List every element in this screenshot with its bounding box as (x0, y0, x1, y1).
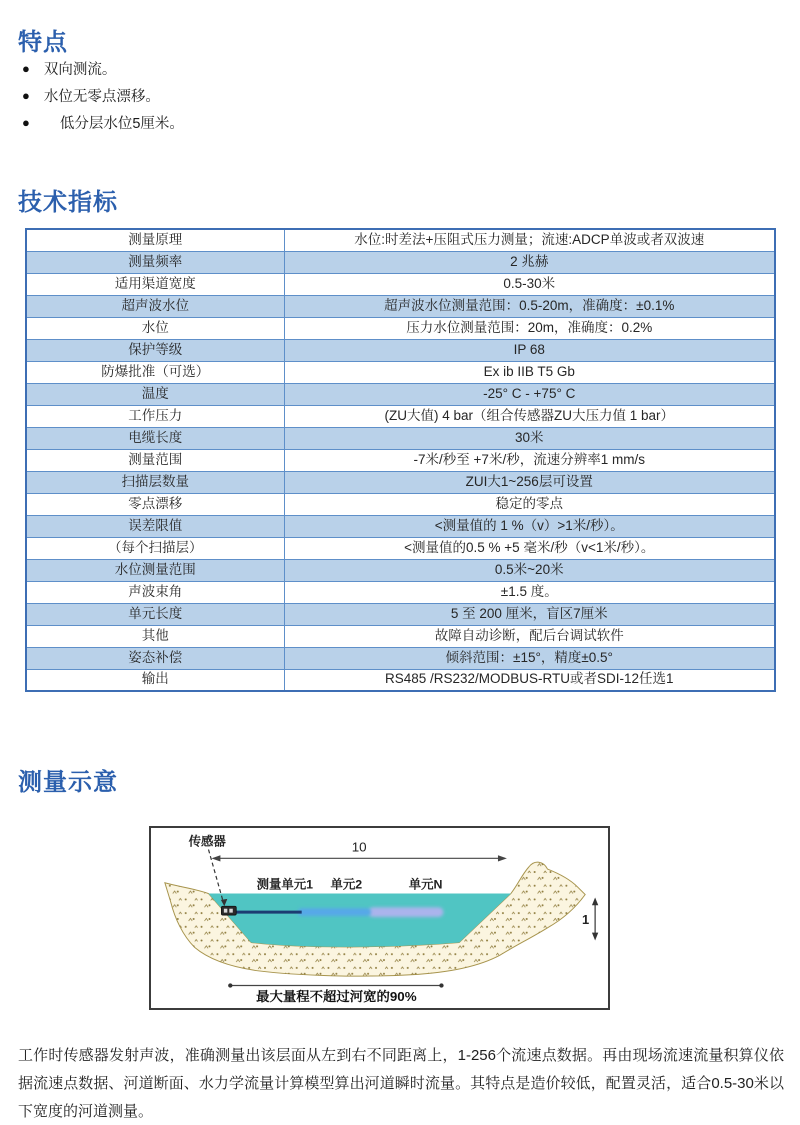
feature-text: 水位无零点漂移。 (43, 89, 160, 105)
specs-table-body (26, 229, 775, 691)
spec-value: 水位:时差法+压阻式压力测量；流速:ADCP单波或者双波速 (284, 229, 775, 251)
unit-label-2: 单元2 (330, 877, 363, 892)
table-row (26, 339, 775, 361)
spec-label: 声波束角 (26, 581, 284, 603)
spec-value: 倾斜范围：±15°，精度±0.5° (284, 647, 775, 669)
spec-value: 30米 (284, 427, 775, 449)
table-row (26, 273, 775, 295)
spec-label: 适用渠道宽度 (26, 273, 284, 295)
list-item (22, 87, 184, 104)
spec-value: -25° C - +75° C (284, 383, 775, 405)
spec-label: 水位测量范围 (26, 559, 284, 581)
spec-label: 测量原理 (26, 229, 284, 251)
table-row (26, 559, 775, 581)
table-row (26, 471, 775, 493)
table-row (26, 625, 775, 647)
table-row (26, 251, 775, 273)
spec-label: 其他 (26, 625, 284, 647)
spec-value: RS485 /RS232/MODBUS-RTU或者SDI-12任选1 (284, 669, 775, 691)
table-row (26, 383, 775, 405)
range-dimension (228, 983, 444, 1004)
spec-label: 水位 (26, 317, 284, 339)
feature-text: 双向测流。 (43, 62, 117, 78)
spec-label: 测量频率 (26, 251, 284, 273)
spec-value: 稳定的零点 (284, 493, 775, 515)
bullet-icon: ● (22, 88, 30, 103)
table-row (26, 647, 775, 669)
spec-label: 工作压力 (26, 405, 284, 427)
spec-label: 保护等级 (26, 339, 284, 361)
spec-value: <测量值的0.5 % +5 毫米/秒（v<1米/秒）。 (284, 537, 775, 559)
table-row (26, 493, 775, 515)
depth-dimension (582, 897, 598, 940)
spec-value: <测量值的 1 %（v）>1米/秒）。 (284, 515, 775, 537)
spec-label: 防爆批准（可选） (26, 361, 284, 383)
diagram-section-title: 测量示意 (18, 769, 118, 796)
bullet-icon: ● (22, 61, 30, 76)
channel-cross-section-svg (151, 828, 608, 1008)
unit-label-1: 测量单元1 (256, 877, 314, 892)
list-item (22, 114, 184, 131)
table-row (26, 317, 775, 339)
features-list (22, 60, 184, 141)
spec-value: 故障自动诊断，配后台调试软件 (284, 625, 775, 647)
table-row (26, 427, 775, 449)
spec-label: 姿态补偿 (26, 647, 284, 669)
spec-label: （每个扫描层） (26, 537, 284, 559)
spec-value: 2 兆赫 (284, 251, 775, 273)
description-paragraph: 工作时传感器发射声波，准确测量出该层面从左到右不同距离上，1-256个流速点数据。再由现场流速流量积算仪依据流速点数据、河道断面、水力学流量计算模型算出河道瞬时流量。其特点是造价较低，配置灵活，适合0.5-30米以下宽度的河道测量。 (18, 1047, 784, 1120)
specs-section-title: 技术指标 (18, 189, 118, 216)
table-row (26, 229, 775, 251)
measurement-diagram (149, 826, 610, 1010)
table-row (26, 669, 775, 691)
bullet-icon: ● (22, 115, 30, 130)
spec-value: IP 68 (284, 339, 775, 361)
depth-value: 1 (581, 911, 590, 927)
table-row (26, 449, 775, 471)
spec-label: 输出 (26, 669, 284, 691)
width-dimension (211, 840, 506, 862)
spec-value: Ex ib IIB T5 Gb (284, 361, 775, 383)
width-value: 10 (351, 839, 367, 855)
sensor-label: 传感器 (188, 834, 226, 849)
unit-label-n: 单元N (408, 877, 443, 892)
spec-value: ±1.5 度。 (284, 581, 775, 603)
spec-label: 扫描层数量 (26, 471, 284, 493)
spec-label: 电缆长度 (26, 427, 284, 449)
spec-value: 0.5-30米 (284, 273, 775, 295)
spec-label: 超声波水位 (26, 295, 284, 317)
spec-label: 单元长度 (26, 603, 284, 625)
table-row (26, 295, 775, 317)
table-row (26, 361, 775, 383)
table-row (26, 603, 775, 625)
spec-label: 测量范围 (26, 449, 284, 471)
unit-labels (257, 877, 443, 892)
table-row (26, 405, 775, 427)
range-note: 最大量程不超过河宽的90% (256, 989, 417, 1005)
features-section-title: 特点 (18, 29, 68, 56)
sensor-icon (221, 906, 236, 915)
spec-value: 超声波水位测量范围：0.5-20m，准确度：±0.1% (284, 295, 775, 317)
table-row (26, 515, 775, 537)
spec-label: 零点漂移 (26, 493, 284, 515)
specs-table (25, 228, 776, 692)
spec-label: 温度 (26, 383, 284, 405)
table-row (26, 581, 775, 603)
list-item (22, 60, 184, 77)
spec-value: 5 至 200 厘米，盲区7厘米 (284, 603, 775, 625)
spec-label: 误差限值 (26, 515, 284, 537)
spec-value: (ZU大值) 4 bar（组合传感器ZU大压力值 1 bar） (284, 405, 775, 427)
spec-value: 0.5米~20米 (284, 559, 775, 581)
spec-value: 压力水位测量范围：20m，准确度：0.2% (284, 317, 775, 339)
table-row (26, 537, 775, 559)
spec-value: -7米/秒至 +7米/秒，流速分辨率1 mm/s (284, 449, 775, 471)
spec-value: ZUI大1~256层可设置 (284, 471, 775, 493)
feature-text: 低分层水位5厘米。 (59, 116, 184, 132)
